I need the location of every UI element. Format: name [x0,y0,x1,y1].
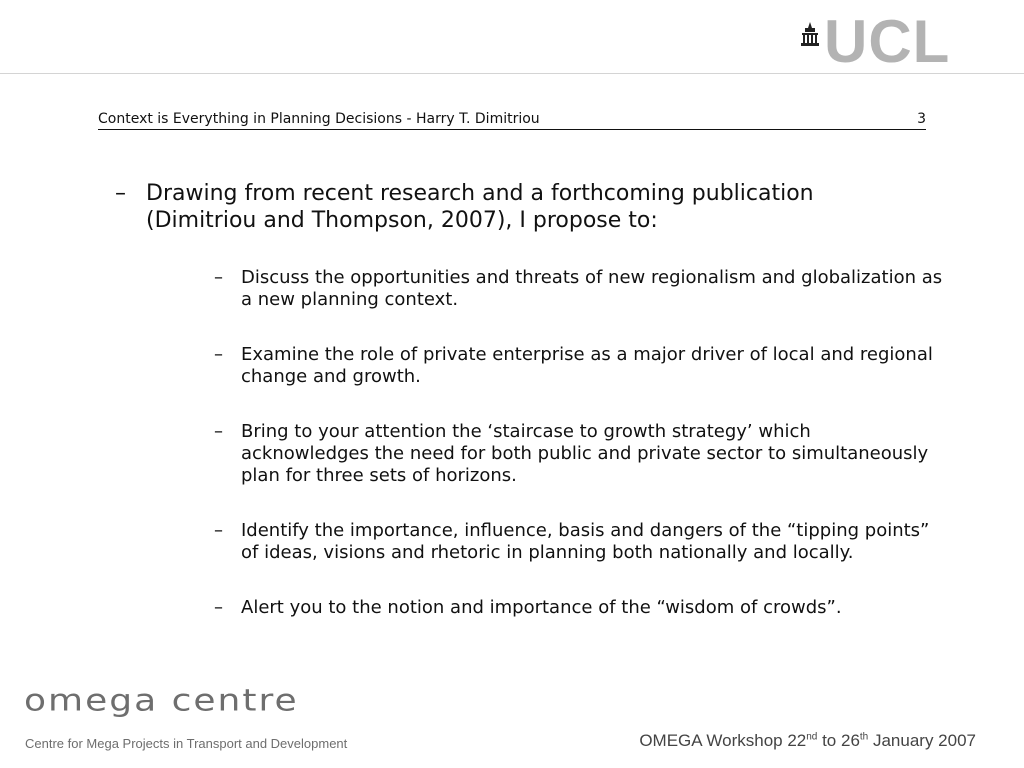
slide-header [98,111,926,130]
sub-bullet-text: Bring to your attention the ‘staircase to growth strategy’ which acknowledges the need for both public and private sector to simultaneously plan for three sets of horizons. [241,421,929,486]
omega-tagline: Centre for Mega Projects in Transport and Development [25,736,348,751]
main-bullet-text: Drawing from recent research and a forthcoming publication (Dimitriou and Thompson, 2007), I propose to: [146,181,814,233]
slide-title: Context is Everything in Planning Decisions - Harry T. Dimitriou [98,111,540,127]
portico-icon [800,22,820,48]
event-sup-th: th [859,731,869,743]
bullet-dash: – [214,344,223,365]
page-number: 3 [917,111,926,127]
bullet-dash: – [214,597,223,618]
bullet-dash: – [214,520,223,541]
bullet-dash: – [115,181,126,206]
sub-bullet [214,520,944,564]
sub-bullet [214,421,944,487]
sub-bullet-text: Alert you to the notion and importance of the “wisdom of crowds”. [241,597,842,618]
sub-bullet-text: Discuss the opportunities and threats of new regionalism and globalization as a new planning context. [241,267,943,310]
omega-centre-logo [24,683,404,756]
sub-bullet-list [214,267,944,652]
event-prefix: OMEGA Workshop 22 [639,731,807,750]
bullet-dash: – [214,421,223,442]
ucl-logo [800,8,990,76]
sub-bullet [214,267,944,311]
sub-bullet [214,344,944,388]
bullet-dash: – [214,267,223,288]
event-sup-nd: nd [806,731,818,743]
ucl-wordmark: UCL [824,8,951,75]
sub-bullet [214,597,944,619]
event-middle: to 26 [817,731,860,750]
omega-wordmark: omega centre [24,683,299,719]
sub-bullet-text: Identify the importance, influence, basis and dangers of the “tipping points” of ideas, visions and rhetoric in planning both nationally and locally. [241,520,930,563]
event-suffix: January 2007 [868,731,976,750]
footer-event [639,731,976,751]
sub-bullet-text: Examine the role of private enterprise as a major driver of local and regional change and growth. [241,344,933,387]
main-bullet [115,180,925,234]
